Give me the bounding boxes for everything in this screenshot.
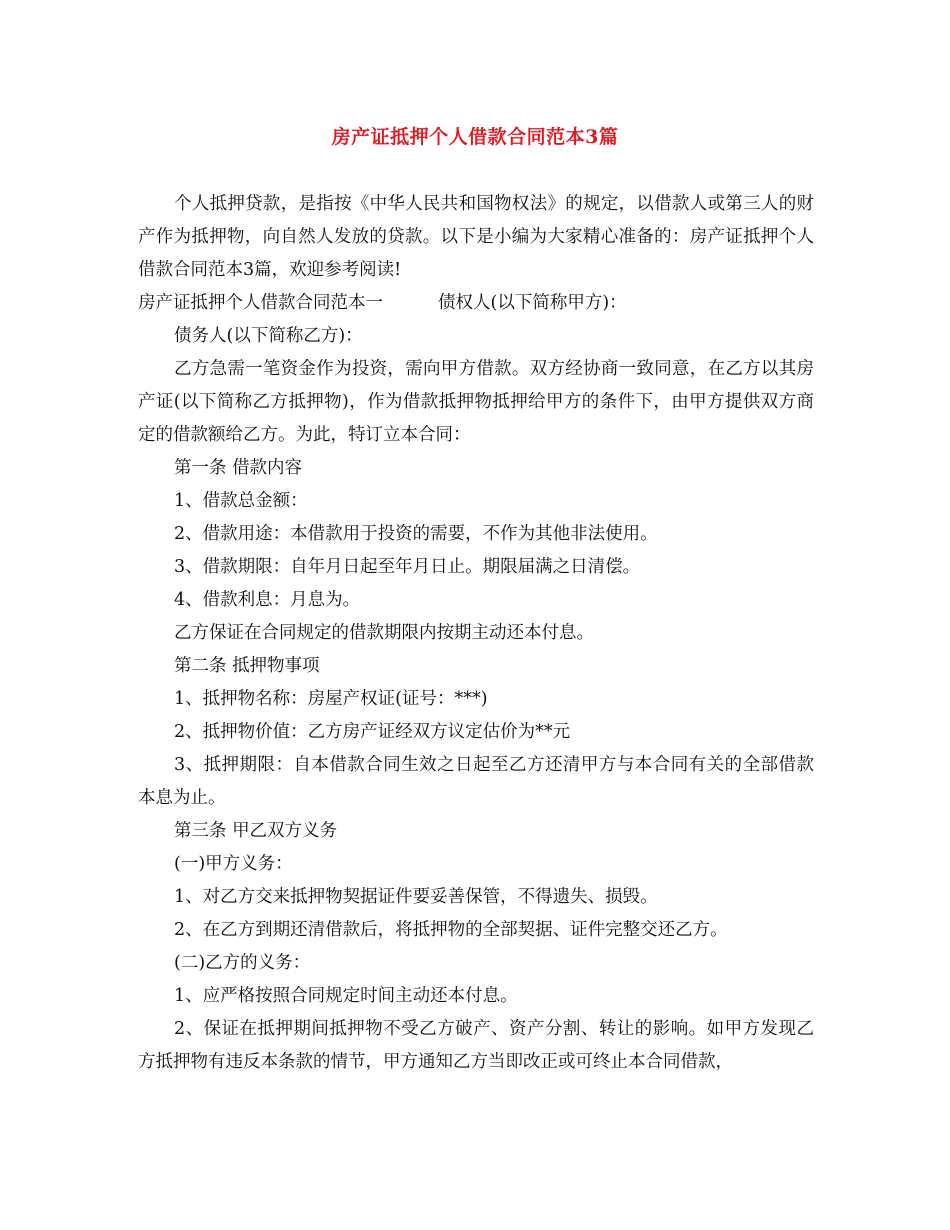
section-heading: 房产证抵押个人借款合同范本一 <box>138 293 383 313</box>
article-item: 4、借款利息：月息为。 <box>174 590 361 610</box>
debtor-line: 债务人(以下简称乙方)： <box>174 326 363 346</box>
document-title: 房产证抵押个人借款合同范本3篇 <box>331 126 619 148</box>
party-a-heading: (一)甲方义务： <box>174 854 293 874</box>
article-heading: 第三条 甲乙双方义务 <box>174 821 338 841</box>
article-heading: 第二条 抵押物事项 <box>174 656 320 676</box>
article-item: 2、借款用途：本借款用于投资的需要，不作为其他非法使用。 <box>174 524 658 544</box>
article-item: 1、借款总金额： <box>174 491 308 511</box>
article-item: 3、借款期限：自年月日起至年月日止。期限届满之日清偿。 <box>174 557 641 577</box>
article-item: 1、对乙方交来抵押物契据证件要妥善保管，不得遗失、损毁。 <box>174 887 658 907</box>
article-item: 3、抵押期限：自本借款合同生效之日起至乙方还清甲方与本合同有关的全部借款本息为止。 <box>138 755 814 808</box>
creditor-line: 债权人(以下简称甲方)： <box>438 293 627 313</box>
article-item: 2、保证在抵押期间抵押物不受乙方破产、资产分割、转让的影响。如甲方发现乙方抵押物有违反本条款的情节，甲方通知乙方当即改正或可终止本合同借款， <box>138 1019 814 1072</box>
section-heading-line <box>138 287 814 320</box>
article-item: 1、应严格按照合同规定时间主动还本付息。 <box>174 986 518 1006</box>
article-note: 乙方保证在合同规定的借款期限内按期主动还本付息。 <box>174 623 594 643</box>
article-item: 1、抵押物名称：房屋产权证(证号：***) <box>174 689 488 709</box>
preamble-paragraph: 乙方急需一笔资金作为投资，需向甲方借款。双方经协商一致同意，在乙方以其房产证(以下简称乙方抵押物)，作为借款抵押物抵押给甲方的条件下，由甲方提供双方商定的借款额给乙方。为此，特订立本合同： <box>138 359 814 445</box>
article-item: 2、抵押物价值：乙方房产证经双方议定估价为**元 <box>174 722 571 742</box>
intro-paragraph: 个人抵押贷款，是指按《中华人民共和国物权法》的规定，以借款人或第三人的财产作为抵押物，向自然人发放的贷款。以下是小编为大家精心准备的：房产证抵押个人借款合同范本3篇，欢迎参考阅读! <box>138 194 814 280</box>
party-b-heading: (二)乙方的义务： <box>174 953 311 973</box>
article-item: 2、在乙方到期还清借款后，将抵押物的全部契据、证件完整交还乙方。 <box>174 920 728 940</box>
article-heading: 第一条 借款内容 <box>174 458 303 478</box>
document-body <box>138 188 814 1079</box>
